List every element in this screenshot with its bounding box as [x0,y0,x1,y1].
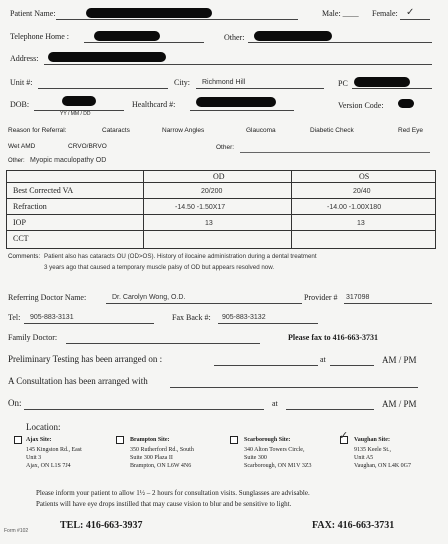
ajax-checkbox[interactable] [14,436,22,444]
fax-back-value: 905-883-3132 [222,314,266,321]
tel-line [24,323,154,324]
comments-line-1: Patient also has cataracts OU (OD>OS). History of ilocaine administration during a dental treatment [44,253,317,260]
reason-other-line [240,152,430,153]
referring-doctor-label: Referring Doctor Name: [8,293,87,302]
consult-ampm: AM / PM [382,399,417,409]
consult-at-label: at [272,399,278,408]
healthcard-label: Healthcard #: [132,100,176,109]
reason-diabetic-check: Diabetic Check [310,127,354,134]
unit-label: Unit #: [10,78,33,87]
reason-other-label: Other: [216,144,235,151]
reason-crvo-brvo: CRVO/BRVO [68,143,107,150]
table-row-divider [7,230,435,231]
table-row-label: CCT [13,234,29,243]
table-cell-od: 20/200 [201,188,223,195]
prelim-testing-label: Preliminary Testing has been arranged on : [8,354,163,364]
prelim-date-line [214,365,318,366]
notice-line-1: Please inform your patient to allow 1½ – 2 hours for consultation visits. Sunglasses are advisable. [36,489,310,497]
vaughan-address-1: 9135 Keele St., [354,447,391,453]
table-cell-os: -14.00 -1.00X180 [327,204,382,211]
redaction-healthcard [196,97,276,107]
brampton-address-3: Brampton, ON L6W 4N6 [130,463,192,469]
tel-value: 905-883-3131 [30,314,74,321]
female-line [400,19,430,20]
vaughan-site-name: Vaughan Site: [354,437,390,443]
reason-wet-amd: Wet AMD [8,143,36,150]
notice-line-2: Patients will have eye drops instilled that may cause vision to blur and be sensitive to light. [36,500,292,508]
other2-value: Myopic maculopathy OD [30,157,107,164]
vaughan-check-mark: ✓ [339,430,349,442]
referring-doctor-line [106,303,302,304]
footer-fax: FAX: 416-663-3731 [312,520,395,531]
table-row-label: Refraction [13,202,47,211]
city-label: City: [174,78,191,87]
redaction-phone [94,31,160,41]
female-checkmark: ✓ [406,7,415,18]
table-row-label: IOP [13,218,26,227]
consult-label: A Consultation has been arranged with [8,376,148,386]
version-code-label: Version Code: [338,101,384,110]
other-phone-label: Other: [224,33,245,42]
table-row-divider [7,198,435,199]
female-label: Female: [372,9,398,18]
brampton-address-1: 350 Rutherford Rd., South [130,447,194,453]
reason-red-eye: Red Eye [398,127,423,134]
telephone-line [84,42,204,43]
provider-label: Provider # [304,293,338,302]
prelim-ampm: AM / PM [382,355,417,365]
scarborough-address-1: 340 Alton Towers Circle, [244,447,305,453]
scarborough-address-2: Suite 300 [244,455,267,461]
dob-label: DOB: [10,100,30,109]
footer-tel: TEL: 416-663-3937 [60,520,143,531]
table-cell-od: -14.50 -1.50X17 [175,204,226,211]
redaction-pc [354,77,410,87]
table-row-divider [7,214,435,215]
vaughan-address-3: Vaughan, ON L4K 0G7 [354,463,411,469]
address-line [44,64,432,65]
scarborough-checkbox[interactable] [230,436,238,444]
comments-label: Comments: [8,253,41,260]
unit-line [38,88,168,89]
referring-doctor-value: Dr. Carolyn Wong, O.D. [112,294,186,301]
patient-name-line [56,19,298,20]
other-phone-line [248,42,432,43]
fax-back-label: Fax Back #: [172,313,211,322]
prelim-at-label: at [320,355,326,364]
brampton-address-2: Suite 300 Plaza II [130,455,173,461]
ajax-address-2: Unit 3 [26,455,42,461]
pc-label: PC [338,79,348,88]
brampton-site-name: Brampton Site: [130,437,170,443]
healthcard-line [190,110,294,111]
clinical-table [6,170,436,249]
ajax-address-1: 145 Kingston Rd., East [26,447,82,453]
patient-name-label: Patient Name: [10,9,56,18]
scarborough-address-3: Scarborough, ON M1V 3Z3 [244,463,312,469]
table-cell-od: 13 [205,220,213,227]
prelim-time-line [330,365,374,366]
provider-line [344,303,432,304]
ajax-site-name: Ajax Site: [26,437,52,443]
location-label: Location: [26,422,61,432]
consult-with-line [170,387,418,388]
ajax-address-3: Ajax, ON L1S 7J4 [26,463,71,469]
brampton-checkbox[interactable] [116,436,124,444]
table-row-label: Best Corrected VA [13,186,74,195]
redaction-name [86,8,212,18]
please-fax-text: Please fax to 416-663-3731 [288,333,378,342]
reason-label: Reason for Referral: [8,127,67,134]
comments-line-2: 3 years ago that caused a temporary muscle palsy of OD but appears resolved now. [44,264,275,271]
city-value: Richmond Hill [202,79,246,86]
redaction-version [398,99,414,108]
tel-label: Tel: [8,313,21,322]
redaction-other-phone [254,31,332,41]
reason-cataracts: Cataracts [102,127,130,134]
consult-time-line [286,409,374,410]
on-label: On: [8,398,22,408]
form-number: Form #102 [4,528,29,534]
redaction-dob [62,96,96,106]
table-cell-os: 13 [357,220,365,227]
scarborough-site-name: Scarborough Site: [244,437,291,443]
redaction-address [48,52,166,62]
reason-glaucoma: Glaucoma [246,127,276,134]
telephone-label: Telephone Home : [10,32,69,41]
table-row-divider [7,182,435,183]
vaughan-address-2: Unit A5 [354,455,374,461]
consult-date-line [24,409,264,410]
table-header-os: OS [359,172,370,181]
reason-narrow-angles: Narrow Angles [162,127,205,134]
family-doctor-label: Family Doctor: [8,333,58,342]
city-line [196,88,324,89]
provider-value: 317098 [346,294,370,301]
family-doctor-line [66,343,260,344]
dob-hint: YY / MM / DD [60,111,91,117]
table-cell-os: 20/40 [353,188,371,195]
pc-line [352,88,432,89]
table-header-od: OD [213,172,225,181]
other2-label: Other: [8,158,25,164]
fax-back-line [218,323,318,324]
address-label: Address: [10,54,39,63]
male-label: Male: ____ [322,9,359,18]
